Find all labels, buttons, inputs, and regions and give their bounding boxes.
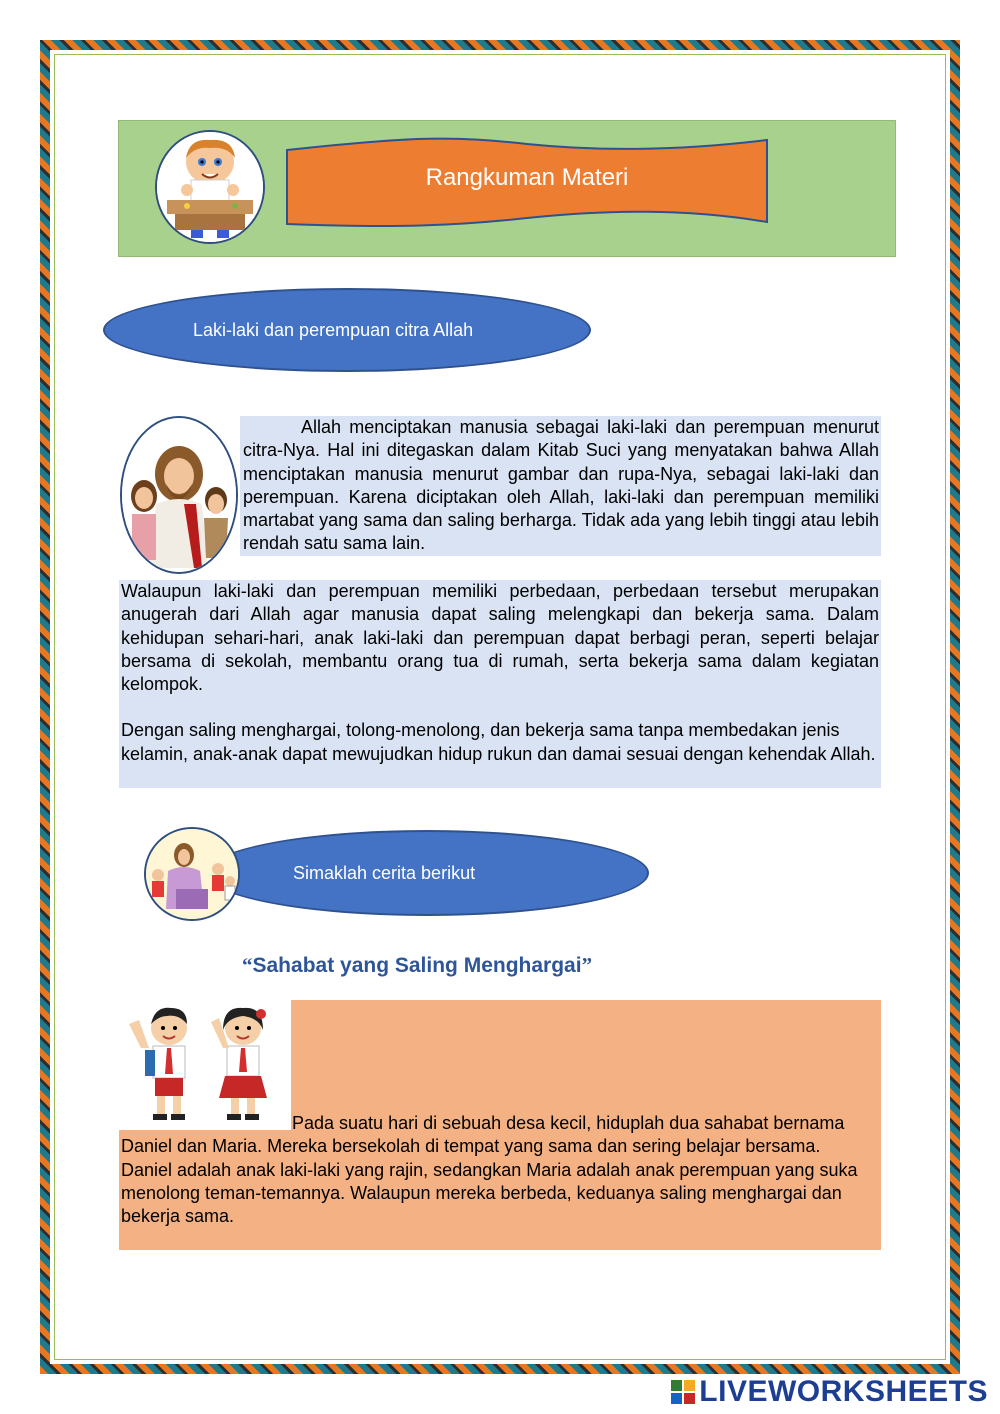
paragraph-1: Allah menciptakan manusia sebagai laki-laki dan perempuan menurut citra-Nya. Hal ini ditegaskan dalam Kitab Suci yang menyatakan bahwa Allah menciptakan manusia menurut gambar dan rupa-Nya, sebagai laki-laki dan perempuan. Karena diciptakan oleh Allah, laki-laki dan perempuan memiliki martabat yang sama dan saling berharga. Tidak ada yang lebih tinggi atau lebih rendah satu sama lain. — [243, 417, 879, 554]
liveworksheets-logo[interactable] — [670, 1374, 988, 1410]
student-at-desk-illustration — [155, 130, 265, 244]
brand-name: LIVEWORKSHEETS — [699, 1375, 988, 1408]
section-label-text: Laki-laki dan perempuan citra Allah — [193, 319, 474, 340]
story-title-text: Sahabat yang Saling Menghargai — [252, 954, 582, 977]
text-block-perbedaan — [119, 580, 881, 788]
text-block-citra-allah — [240, 416, 881, 556]
story-title — [242, 953, 592, 978]
story-paragraph — [121, 1112, 861, 1228]
quote-close: ” — [581, 953, 593, 977]
jesus-with-children-illustration — [120, 416, 238, 574]
two-students-illustration — [119, 1000, 291, 1130]
section-label-simaklah — [205, 830, 649, 916]
quote-open: “ — [242, 953, 253, 977]
section-label-citra-allah — [103, 288, 591, 372]
paragraph-2: Walaupun laki-laki dan perempuan memiliki perbedaan, perbedaan tersebut merupakan anugerah dari Allah agar manusia dapat saling melengkapi dan bekerja sama. Dalam kehidupan sehari-hari, anak laki-laki dan perempuan dapat berbagi peran, seperti belajar bersama di sekolah, membantu orang tua di rumah, serta bekerja sama dalam kegiatan kelompok. — [121, 581, 879, 695]
section-label-text: Simaklah cerita berikut — [293, 862, 476, 883]
story-text: Pada suatu hari di sebuah desa kecil, hiduplah dua sahabat bernama Daniel dan Maria. Mereka bersekolah di tempat yang sama dan sering belajar bersama. Daniel adalah anak laki-laki yang rajin, sedangkan Maria adalah anak perempuan yang suka menolong teman-temannya. Walaupun mereka berbeda, keduanya saling menghargai dan bekerja sama. — [121, 1113, 858, 1227]
paragraph-3: Dengan saling menghargai, tolong-menolong, dan bekerja sama tanpa membedakan jenis kelamin, anak-anak dapat mewujudkan hidup rukun dan damai sesuai dengan kehendak Allah. — [121, 720, 876, 764]
page-title: Rangkuman Materi — [425, 164, 629, 191]
liveworksheets-icon — [670, 1379, 696, 1405]
jesus-teaching-children-illustration — [144, 827, 240, 921]
